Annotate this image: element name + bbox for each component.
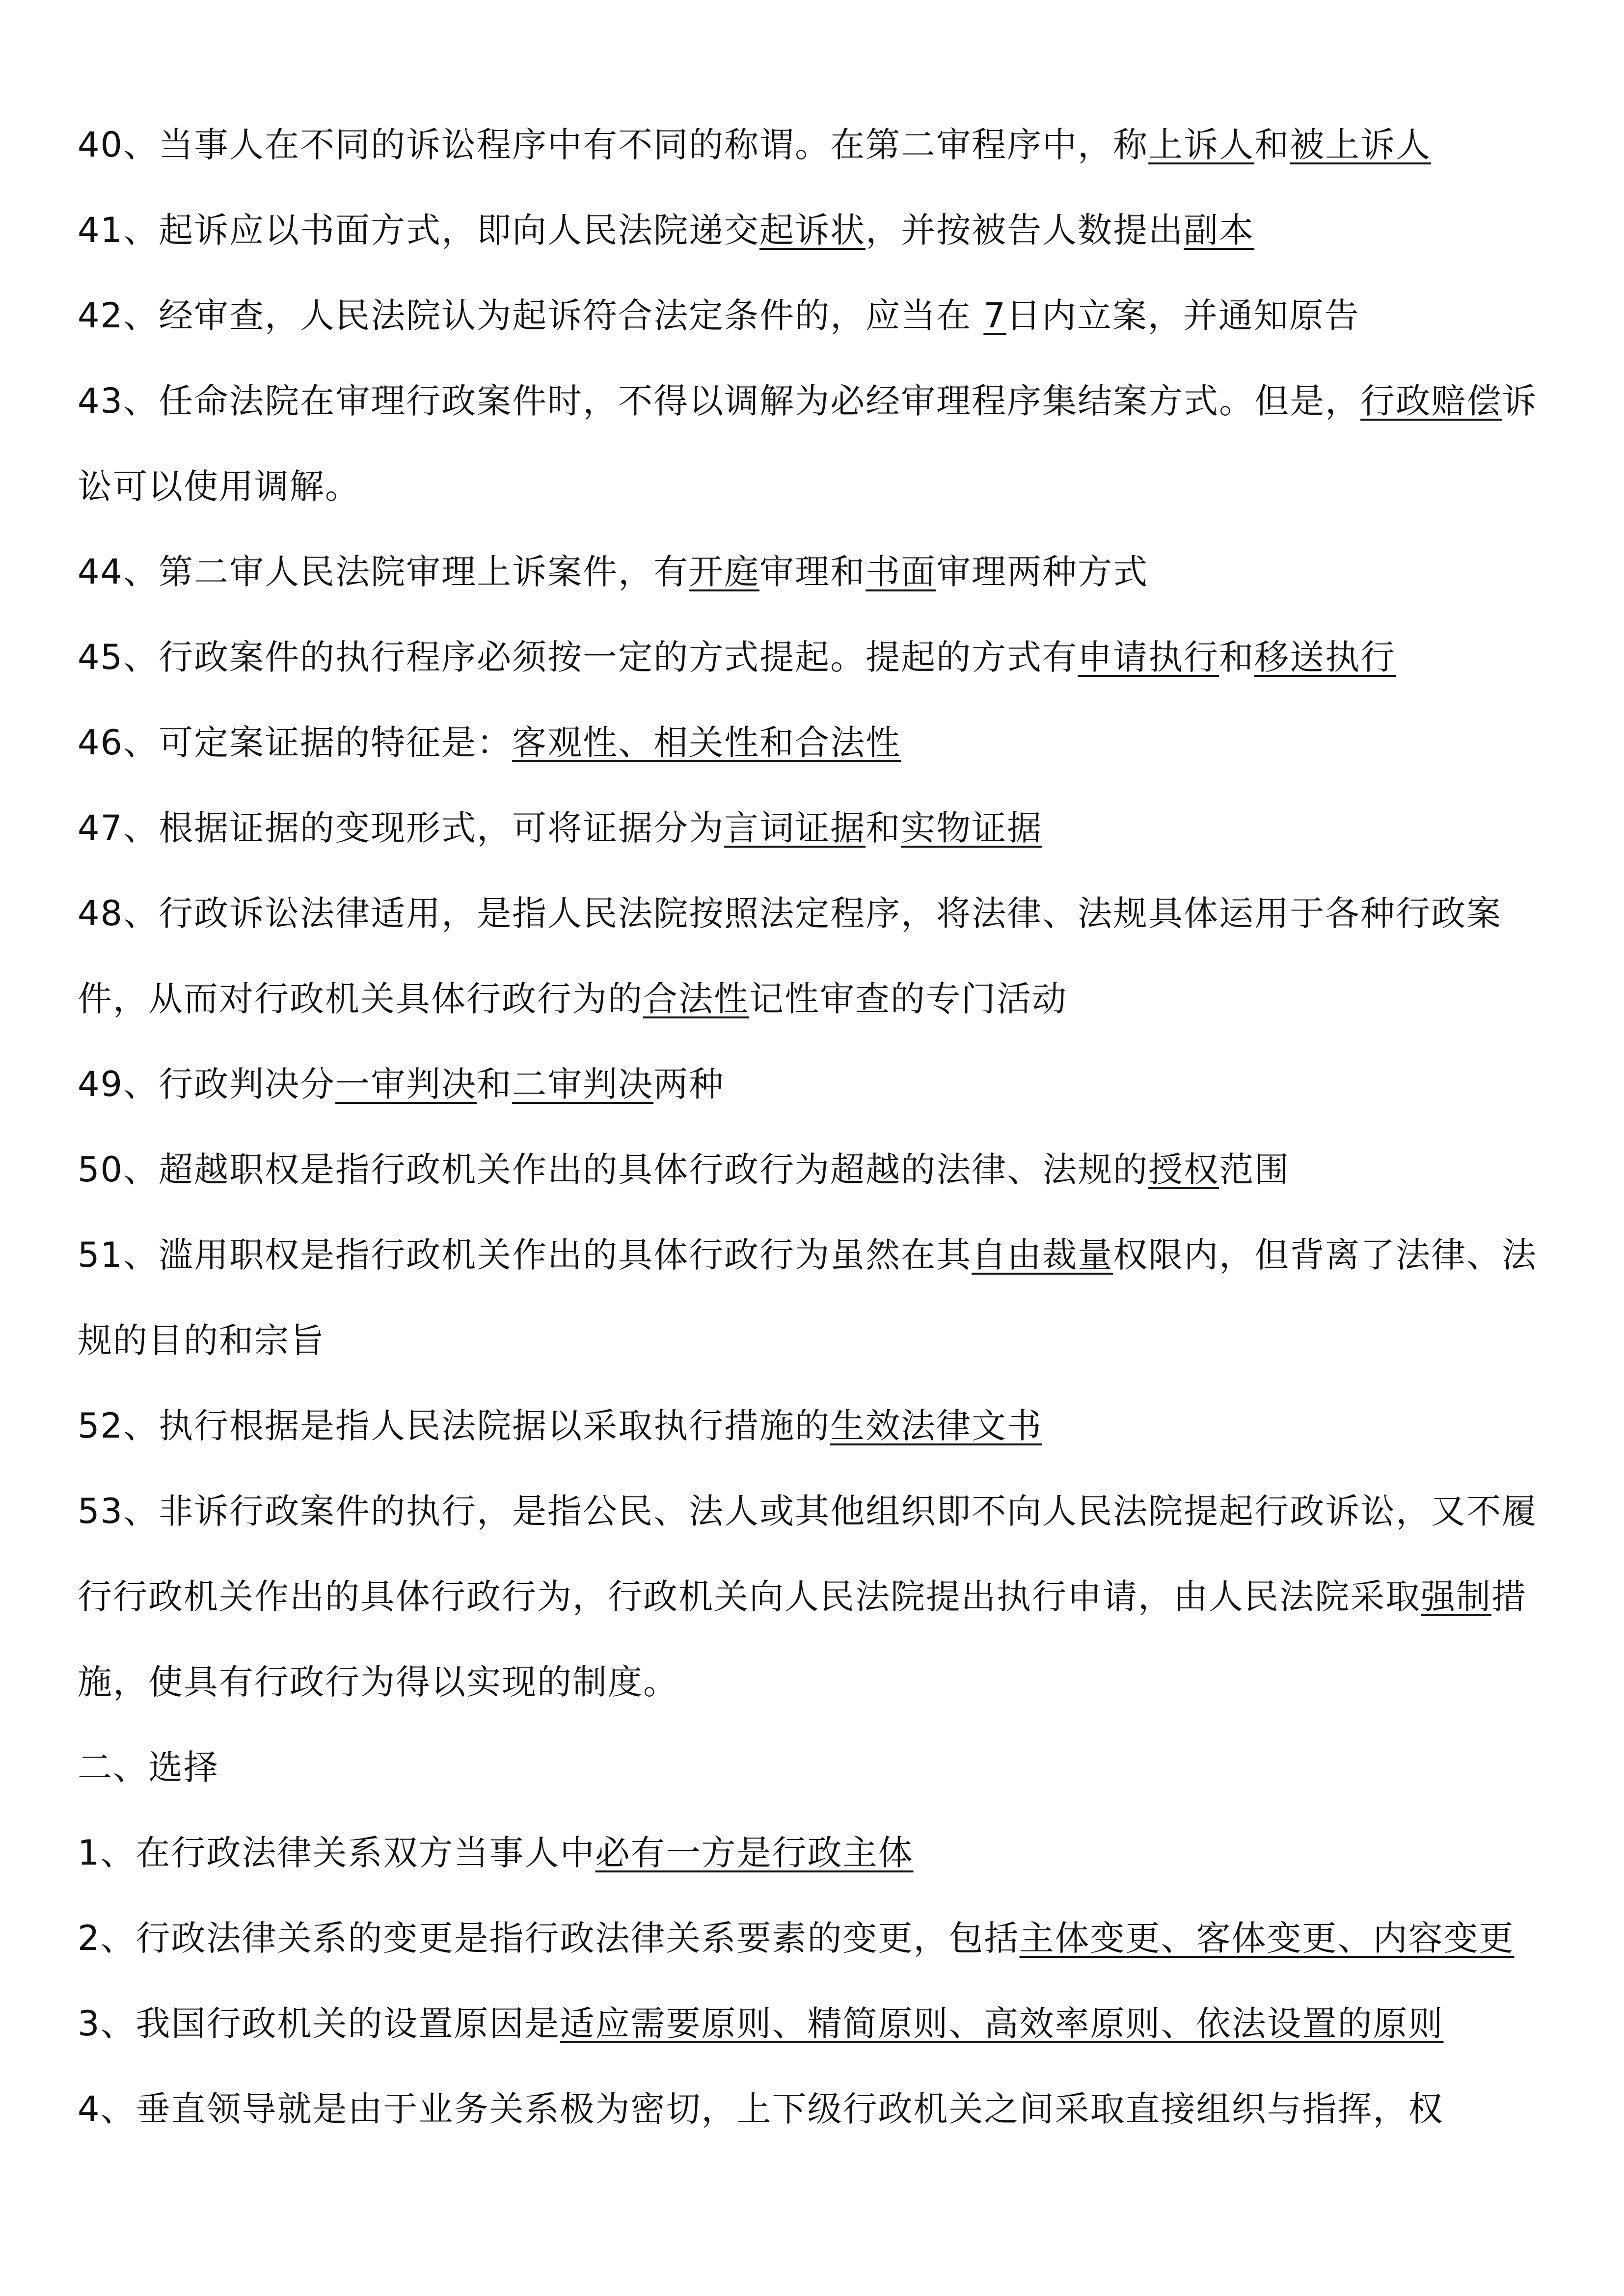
choice-item [78, 1810, 1556, 1896]
fill-in-item [78, 700, 1556, 785]
item-text: 我国行政机关的设置原因是 [135, 2003, 560, 2044]
item-text: 和 [1219, 637, 1255, 677]
item-number: 3、 [78, 2003, 136, 2044]
item-text: 根据证据的变现形式，可将证据分为 [159, 808, 725, 848]
answer-blank: 二审判决 [512, 1064, 654, 1104]
choice-items [78, 1810, 1556, 2152]
answer-blank: 书面 [866, 552, 937, 592]
answer-blank: 起诉状 [759, 210, 866, 250]
item-text: 滥用职权是指行政机关作出的具体行政行为虽然在其 [159, 1235, 972, 1275]
item-text: 和 [866, 808, 901, 848]
item-text: 范围 [1219, 1149, 1290, 1190]
fill-in-item [78, 529, 1556, 614]
section-heading: 二、选择 [78, 1747, 219, 1788]
answer-blank: 言词证据 [724, 808, 866, 848]
item-text: 日内立案，并通知原告 [1006, 295, 1360, 336]
item-text: 经审查，人民法院认为起诉符合法定条件的，应当在 [159, 295, 984, 336]
answer-blank: 被上诉人 [1290, 125, 1432, 165]
item-text: 执行根据是指人民法院据以采取执行措施的 [159, 1406, 831, 1446]
item-text: 行政案件的执行程序必须按一定的方式提起。提起的方式有 [159, 637, 1078, 677]
answer-blank: 主体变更、客体变更、内容变更 [1019, 1918, 1515, 1958]
answer-blank: 一审判决 [335, 1064, 477, 1104]
item-number: 4、 [78, 2089, 136, 2129]
answer-blank: 合法性 [643, 979, 749, 1019]
item-number: 40、 [78, 125, 159, 165]
fill-in-item [78, 102, 1556, 187]
answer-blank: 7 [983, 295, 1006, 336]
choice-item [78, 2066, 1556, 2152]
item-text: 起诉应以书面方式，即向人民法院递交 [159, 210, 760, 250]
item-text: 第二审人民法院审理上诉案件，有 [159, 552, 689, 592]
item-text: ，并按被告人数提出 [866, 210, 1184, 250]
item-text: 权限内，但背离了法律、法规的目的和宗旨 [78, 1235, 1538, 1361]
item-text: 和 [477, 1064, 513, 1104]
fill-in-item [78, 1127, 1556, 1212]
item-text: 超越职权是指行政机关作出的具体行政行为超越的法律、法规的 [159, 1149, 1149, 1190]
fill-in-item [78, 1383, 1556, 1468]
answer-blank: 开庭 [689, 552, 760, 592]
item-text: 任命法院在审理行政案件时，不得以调解为必经审理程序集结案方式。但是， [159, 381, 1361, 421]
item-text: 记性审查的专门活动 [749, 979, 1067, 1019]
item-number: 45、 [78, 637, 159, 677]
item-number: 2、 [78, 1918, 136, 1958]
item-text: 当事人在不同的诉讼程序中有不同的称谓。在第二审程序中，称 [159, 125, 1149, 165]
fill-in-item [78, 785, 1556, 871]
item-number: 49、 [78, 1064, 159, 1104]
choice-item [78, 1896, 1556, 1981]
answer-blank: 副本 [1184, 210, 1255, 250]
answer-blank: 上诉人 [1148, 125, 1255, 165]
answer-blank: 强制 [1421, 1576, 1491, 1617]
document-page [78, 102, 1556, 2152]
item-text: 两种 [653, 1064, 725, 1104]
fill-in-item [78, 871, 1556, 1041]
fill-in-item [78, 1468, 1556, 1725]
item-text: 措施，使具有行政行为得以实现的制度。 [78, 1576, 1527, 1702]
item-text: 垂直领导就是由于业务关系极为密切，上下级行政机关之间采取直接组织与指挥，权 [135, 2089, 1444, 2129]
item-number: 46、 [78, 722, 159, 763]
item-number: 42、 [78, 295, 159, 336]
item-text: 审理两种方式 [936, 552, 1149, 592]
fill-in-items [78, 102, 1556, 1725]
item-text: 行政判决分 [159, 1064, 336, 1104]
item-number: 1、 [78, 1833, 136, 1873]
item-text: 和 [1254, 125, 1290, 165]
answer-blank: 必有一方是行政主体 [595, 1833, 914, 1873]
answer-blank: 自由裁量 [972, 1235, 1113, 1275]
item-text: 非诉行政案件的执行，是指公民、法人或其他组织即不向人民法院提起行政诉讼，又不履行行政机关作出的具体行政行为，行政机关向人民法院提出执行申请，由人民法院采取 [78, 1491, 1538, 1617]
item-text: 行政诉讼法律适用，是指人民法院按照法定程序，将法律、法规具体运用于各种行政案件，从而对行政机关具体行政行为的 [78, 893, 1502, 1019]
item-text: 在行政法律关系双方当事人中 [135, 1833, 595, 1873]
fill-in-item [78, 1041, 1556, 1127]
answer-blank: 实物证据 [901, 808, 1043, 848]
item-number: 48、 [78, 893, 159, 934]
item-number: 51、 [78, 1235, 159, 1275]
choice-item [78, 1981, 1556, 2066]
answer-blank: 申请执行 [1078, 637, 1219, 677]
answer-blank: 生效法律文书 [830, 1406, 1043, 1446]
answer-blank: 移送执行 [1254, 637, 1396, 677]
item-number: 43、 [78, 381, 159, 421]
item-text: 审理和 [759, 552, 866, 592]
item-number: 44、 [78, 552, 159, 592]
item-number: 52、 [78, 1406, 159, 1446]
item-number: 47、 [78, 808, 159, 848]
item-text: 可定案证据的特征是： [159, 722, 513, 763]
fill-in-item [78, 358, 1556, 529]
item-text: 行政法律关系的变更是指行政法律关系要素的变更，包括 [135, 1918, 1020, 1958]
fill-in-item [78, 187, 1556, 273]
item-number: 53、 [78, 1491, 159, 1531]
answer-blank: 行政赔偿 [1360, 381, 1502, 421]
answer-blank: 授权 [1148, 1149, 1219, 1190]
item-text: 诉讼可以使用调解。 [78, 381, 1538, 507]
answer-blank: 客观性、相关性和合法性 [512, 722, 901, 763]
item-number: 50、 [78, 1149, 159, 1190]
answer-blank: 适应需要原则、精简原则、高效率原则、依法设置的原则 [560, 2003, 1444, 2044]
fill-in-item [78, 273, 1556, 358]
item-number: 41、 [78, 210, 159, 250]
fill-in-item [78, 1212, 1556, 1383]
fill-in-item [78, 614, 1556, 700]
